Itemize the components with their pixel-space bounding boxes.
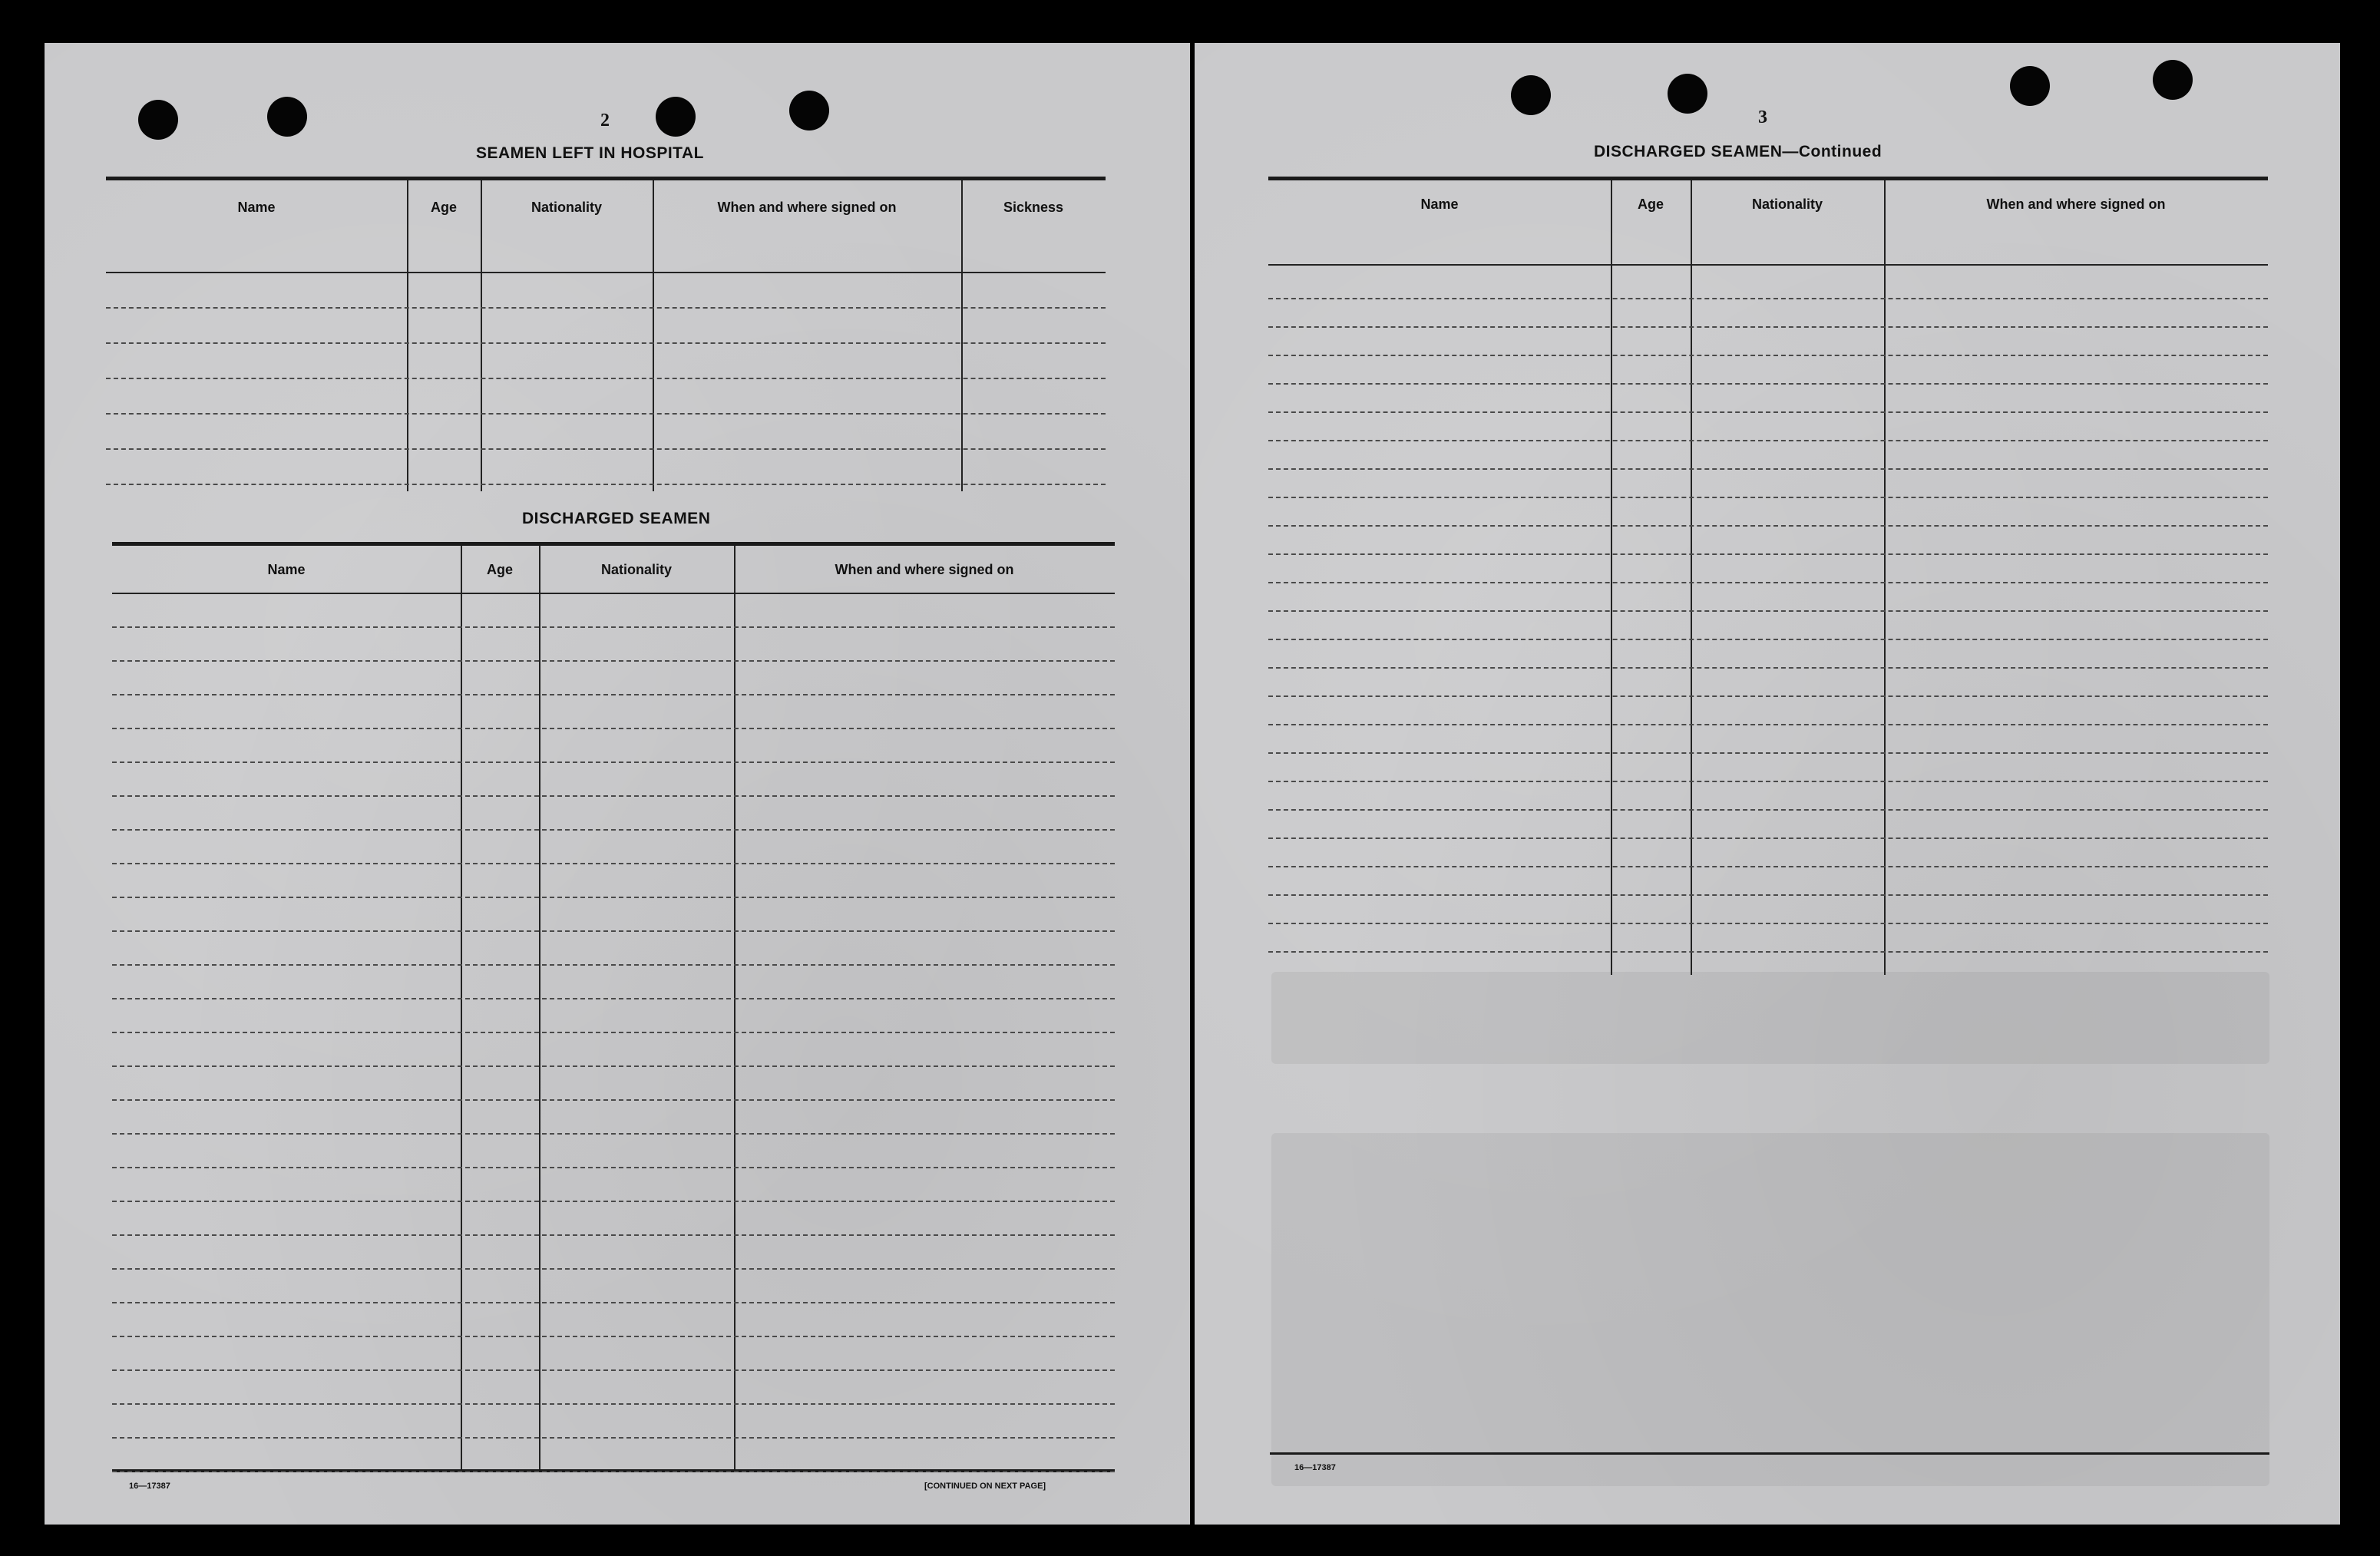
column-header-name: Name	[267, 562, 306, 577]
table-row	[112, 863, 1115, 864]
table-row	[112, 660, 1115, 662]
punch-hole	[138, 100, 178, 140]
table-row	[1268, 695, 2268, 697]
form-code: 16—17387	[1294, 1463, 1336, 1472]
discharged-continued-table	[1268, 177, 2268, 975]
table-row	[106, 484, 1106, 485]
column-header-nationality: Nationality	[1751, 197, 1823, 212]
column-divider	[734, 546, 735, 1472]
table-row	[112, 1167, 1115, 1168]
header-rule	[112, 593, 1115, 594]
table-row	[1268, 582, 2268, 583]
table-row	[112, 1336, 1115, 1337]
table-row	[112, 1369, 1115, 1371]
table-row	[1268, 894, 2268, 896]
punch-hole	[656, 97, 696, 137]
table-row	[112, 897, 1115, 898]
header-rule	[106, 272, 1106, 273]
reverse-side-bleed	[1271, 972, 2269, 1064]
header-rule	[1268, 264, 2268, 266]
column-header-age: Age	[1637, 197, 1664, 212]
table-row	[1268, 667, 2268, 669]
table-row	[1268, 724, 2268, 725]
table-row	[1268, 610, 2268, 612]
table-row	[1268, 355, 2268, 356]
table-row	[112, 964, 1115, 966]
column-divider	[1611, 180, 1612, 975]
table-top-rule	[1268, 177, 2268, 180]
column-divider	[539, 546, 540, 1472]
table-row	[112, 626, 1115, 628]
table-row	[1268, 553, 2268, 555]
column-header-signed-on: When and where signed on	[1986, 197, 2166, 212]
table-row	[112, 1268, 1115, 1270]
table-row	[106, 342, 1106, 344]
table-row	[112, 1065, 1115, 1067]
table-row	[112, 998, 1115, 999]
table-row	[112, 1234, 1115, 1236]
table-row	[112, 1032, 1115, 1033]
table-row	[112, 1302, 1115, 1303]
table-row	[1268, 809, 2268, 811]
table-row	[112, 694, 1115, 695]
column-divider	[653, 180, 654, 491]
section-title-discharged-continued: DISCHARGED SEAMEN—Continued	[1594, 143, 1883, 160]
section-title-hospital: SEAMEN LEFT IN HOSPITAL	[476, 144, 704, 162]
hospital-table	[106, 177, 1106, 491]
column-header-name: Name	[237, 200, 276, 215]
table-row	[112, 761, 1115, 763]
table-row	[112, 829, 1115, 831]
table-row	[1268, 752, 2268, 754]
reverse-side-bleed	[1271, 1133, 2269, 1486]
table-row	[1268, 497, 2268, 498]
table-row	[1268, 923, 2268, 924]
punch-hole	[2010, 66, 2050, 106]
table-row	[112, 1437, 1115, 1439]
table-row	[106, 307, 1106, 309]
table-row	[112, 1099, 1115, 1101]
table-row	[112, 728, 1115, 729]
punch-hole	[1511, 75, 1551, 115]
table-row	[1268, 639, 2268, 640]
form-code: 16—17387	[129, 1482, 170, 1491]
column-divider	[461, 546, 462, 1472]
column-header-signed-on: When and where signed on	[717, 200, 897, 215]
column-header-nationality: Nationality	[600, 562, 672, 577]
table-row	[1268, 411, 2268, 413]
column-divider	[961, 180, 963, 491]
column-divider	[1884, 180, 1886, 975]
table-row	[112, 1471, 1115, 1472]
punch-hole	[789, 91, 829, 130]
table-row	[112, 930, 1115, 932]
table-row	[1268, 298, 2268, 299]
left-form-page	[45, 43, 1190, 1525]
table-row	[106, 413, 1106, 415]
punch-hole	[267, 97, 307, 137]
column-divider	[407, 180, 408, 491]
table-row	[1268, 326, 2268, 328]
column-header-sickness: Sickness	[1003, 200, 1064, 215]
page-number: 2	[600, 111, 610, 130]
continued-note: [CONTINUED ON NEXT PAGE]	[924, 1482, 1046, 1491]
column-header-age: Age	[486, 562, 513, 577]
table-row	[112, 795, 1115, 797]
table-row	[1268, 440, 2268, 441]
right-form-page	[1195, 43, 2340, 1525]
table-row	[1268, 837, 2268, 839]
table-top-rule	[106, 177, 1106, 180]
table-row	[112, 1403, 1115, 1405]
column-header-age: Age	[430, 200, 457, 215]
table-row	[1268, 951, 2268, 953]
column-header-name: Name	[1420, 197, 1459, 212]
column-divider	[1691, 180, 1692, 975]
discharged-table	[112, 542, 1115, 1472]
table-row	[1268, 383, 2268, 385]
table-row	[106, 378, 1106, 379]
table-row	[106, 448, 1106, 450]
section-title-discharged: DISCHARGED SEAMEN	[522, 510, 711, 527]
column-divider	[481, 180, 482, 491]
column-header-signed-on: When and where signed on	[835, 562, 1014, 577]
punch-hole	[2153, 60, 2193, 100]
table-row	[1268, 866, 2268, 867]
page-number: 3	[1758, 107, 1767, 127]
table-row	[1268, 781, 2268, 782]
table-row	[1268, 525, 2268, 527]
table-row	[112, 1133, 1115, 1135]
table-row	[112, 1201, 1115, 1202]
footer-rule	[1270, 1452, 2269, 1455]
table-row	[1268, 468, 2268, 470]
punch-hole	[1668, 74, 1707, 114]
column-header-nationality: Nationality	[531, 200, 602, 215]
table-top-rule	[112, 542, 1115, 546]
